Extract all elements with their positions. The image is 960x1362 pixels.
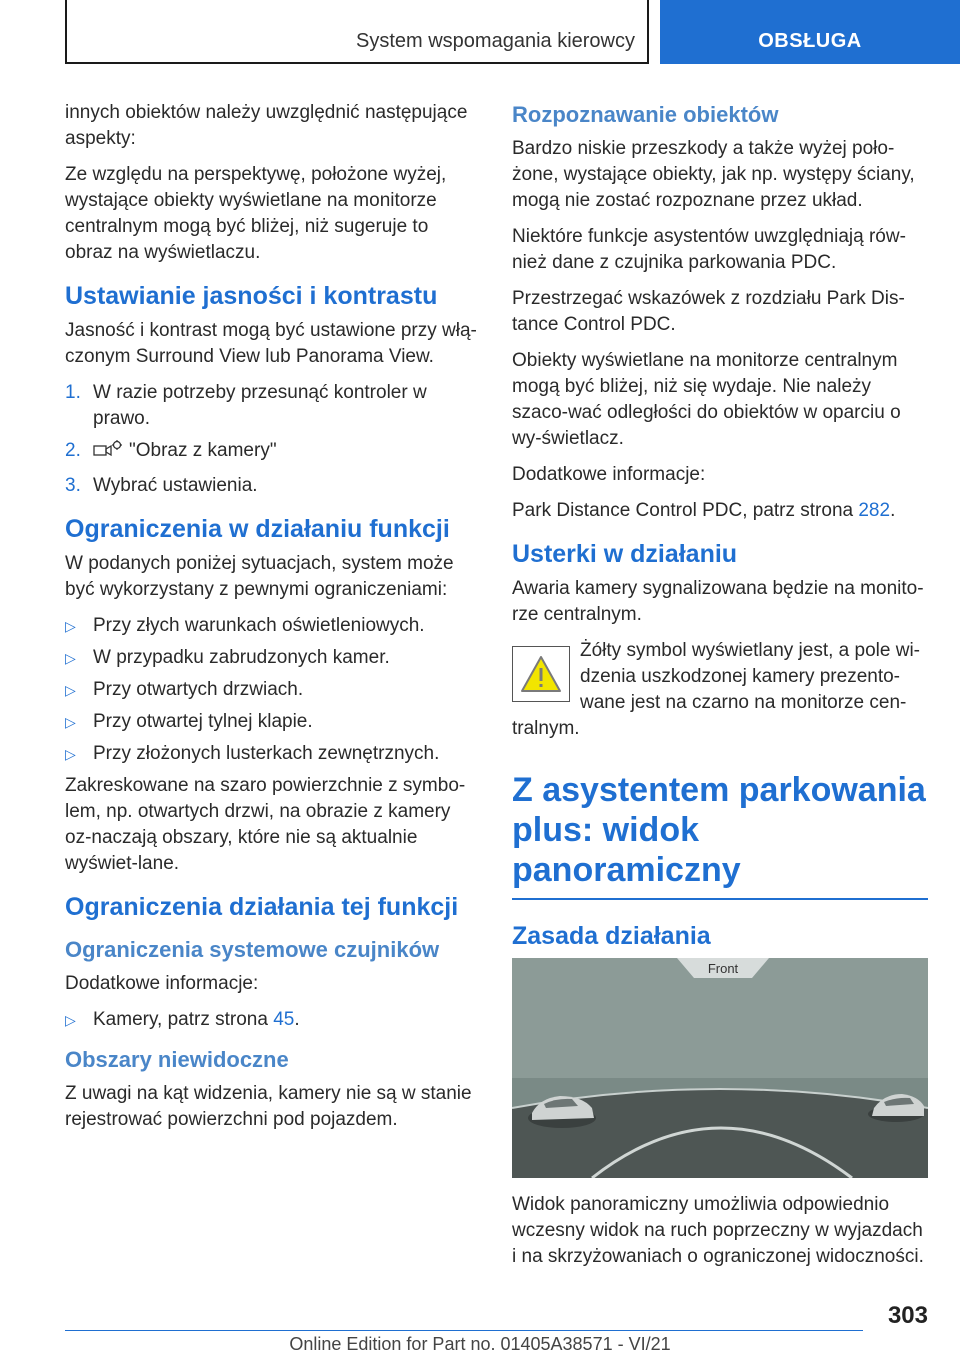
paragraph: Widok panoramiczny umożliwia odpowiednio wczesny widok na ruch poprzeczny w wyjazdach i na skrzyżowaniach o ograniczonej widoczności. (512, 1194, 924, 1267)
paragraph: Z uwagi na kąt widzenia, kamery nie są w stanie rejestrować powierzchni pod pojazdem. (65, 1083, 472, 1130)
heading-recognition: Rozpoznawanie obiektów (512, 102, 779, 127)
step-item (65, 438, 480, 467)
step-number: 2. (65, 440, 81, 461)
paragraph: W podanych poniżej sytuacjach, system może być wykorzystany z pewnymi ograniczeniami: (65, 553, 454, 600)
chapter-tab[interactable]: OBSŁUGA (660, 0, 960, 64)
list-item: ▷ Przy złożonych lusterkach zewnętrznych. (65, 741, 480, 767)
section-title: System wspomagania kierowcy (356, 30, 635, 52)
warning-note (512, 638, 928, 752)
footer-divider (65, 1330, 863, 1331)
right-column (512, 100, 928, 1280)
paragraph: Dodatkowe informacje: (65, 973, 259, 994)
heading-brightness: Ustawianie jasności i kontrastu (65, 282, 438, 310)
list-item: ▷ Kamery, patrz strona 45. (65, 1007, 480, 1033)
camera-settings-icon (93, 439, 123, 467)
warning-icon (512, 646, 570, 702)
photo-label: Front (707, 961, 739, 976)
page-link[interactable]: 45 (273, 1009, 295, 1030)
panorama-view-image (512, 958, 928, 1178)
step-text: Wybrać ustawienia. (93, 475, 258, 496)
paragraph: Jasność i kontrast mogą być ustawione przy włą‐czonym Surround View lub Panorama View. (65, 320, 477, 367)
step-item (65, 380, 480, 432)
triangle-bullet-icon: ▷ (65, 746, 76, 762)
header-box (65, 0, 649, 64)
triangle-bullet-icon: ▷ (65, 1012, 76, 1028)
edition-note: Online Edition for Part no. 01405A38571 - VI/21 (289, 1334, 671, 1354)
chapter-title: Z asystentem parkowania plus: widok panoramiczny (512, 771, 926, 889)
step-number: 3. (65, 475, 81, 496)
triangle-bullet-icon: ▷ (65, 714, 76, 730)
paragraph: Dodatkowe informacje: (512, 464, 706, 485)
paragraph: Awaria kamery sygnalizowana będzie na monito‐rze centralnym. (512, 578, 924, 625)
heading-hidden-areas: Obszary niewidoczne (65, 1047, 289, 1072)
paragraph: Obiekty wyświetlane na monitorze centralnym mogą być bliżej, niż się wydaje. Nie należy szaco‐wać odległości do obiektów w oparciu o wy‐świetlacz. (512, 350, 901, 449)
title-divider (512, 898, 928, 900)
step-item (65, 473, 480, 499)
warning-text: Żółty symbol wyświetlany jest, a pole wi‐dzenia uszkodzonej kamery prezento‐wane jest na czarno na monitorze cen‐tralnym. (512, 640, 920, 739)
paragraph: Przestrzegać wskazówek z rozdziału Park Dis‐tance Control PDC. (512, 288, 905, 335)
heading-faults: Usterki w działaniu (512, 540, 738, 568)
heading-function-limits: Ograniczenia działania tej funkcji (65, 893, 459, 921)
list-item: ▷ Przy otwartej tylnej klapie. (65, 709, 480, 735)
paragraph: Zakreskowane na szaro powierzchnie z symbo‐lem, np. otwartych drzwi, na obrazie z kamery oz‐naczają obszary, które nie są aktualnie wyświet‐lane. (65, 775, 466, 874)
triangle-bullet-icon: ▷ (65, 682, 76, 698)
page-number: 303 (887, 1302, 928, 1329)
left-column (65, 100, 480, 1143)
paragraph: innych obiektów należy uwzględnić następujące aspekty: (65, 102, 468, 149)
list-item: ▷ Przy złych warunkach oświetleniowych. (65, 613, 480, 639)
paragraph: Park Distance Control PDC, patrz strona 282. (512, 500, 896, 521)
heading-limits: Ograniczenia w działaniu funkcji (65, 515, 450, 543)
step-text: "Obraz z kamery" (129, 440, 277, 461)
heading-principle: Zasada działania (512, 922, 711, 950)
paragraph: Niektóre funkcje asystentów uwzględniają rów‐nież dane z czujnika parkowania PDC. (512, 226, 906, 273)
paragraph: Ze względu na perspektywę, położone wyżej, wystające obiekty wyświetlane na monitorze centralnym mogą być bliżej, niż sugeruje to obraz na wyświetlaczu. (65, 164, 447, 263)
list-item: ▷ W przypadku zabrudzonych kamer. (65, 645, 480, 671)
page-link[interactable]: 282 (858, 500, 891, 521)
heading-sensor-limits: Ograniczenia systemowe czujników (65, 937, 440, 962)
list-item: ▷ Przy otwartych drzwiach. (65, 677, 480, 703)
triangle-bullet-icon: ▷ (65, 618, 76, 634)
triangle-bullet-icon: ▷ (65, 650, 76, 666)
paragraph: Bardzo niskie przeszkody a także wyżej poło‐żone, wystające obiekty, jak np. występy ściany, mogą nie zostać rozpoznane przez układ. (512, 138, 915, 211)
step-number: 1. (65, 382, 81, 403)
step-text: W razie potrzeby przesunąć kontroler w prawo. (93, 382, 427, 429)
